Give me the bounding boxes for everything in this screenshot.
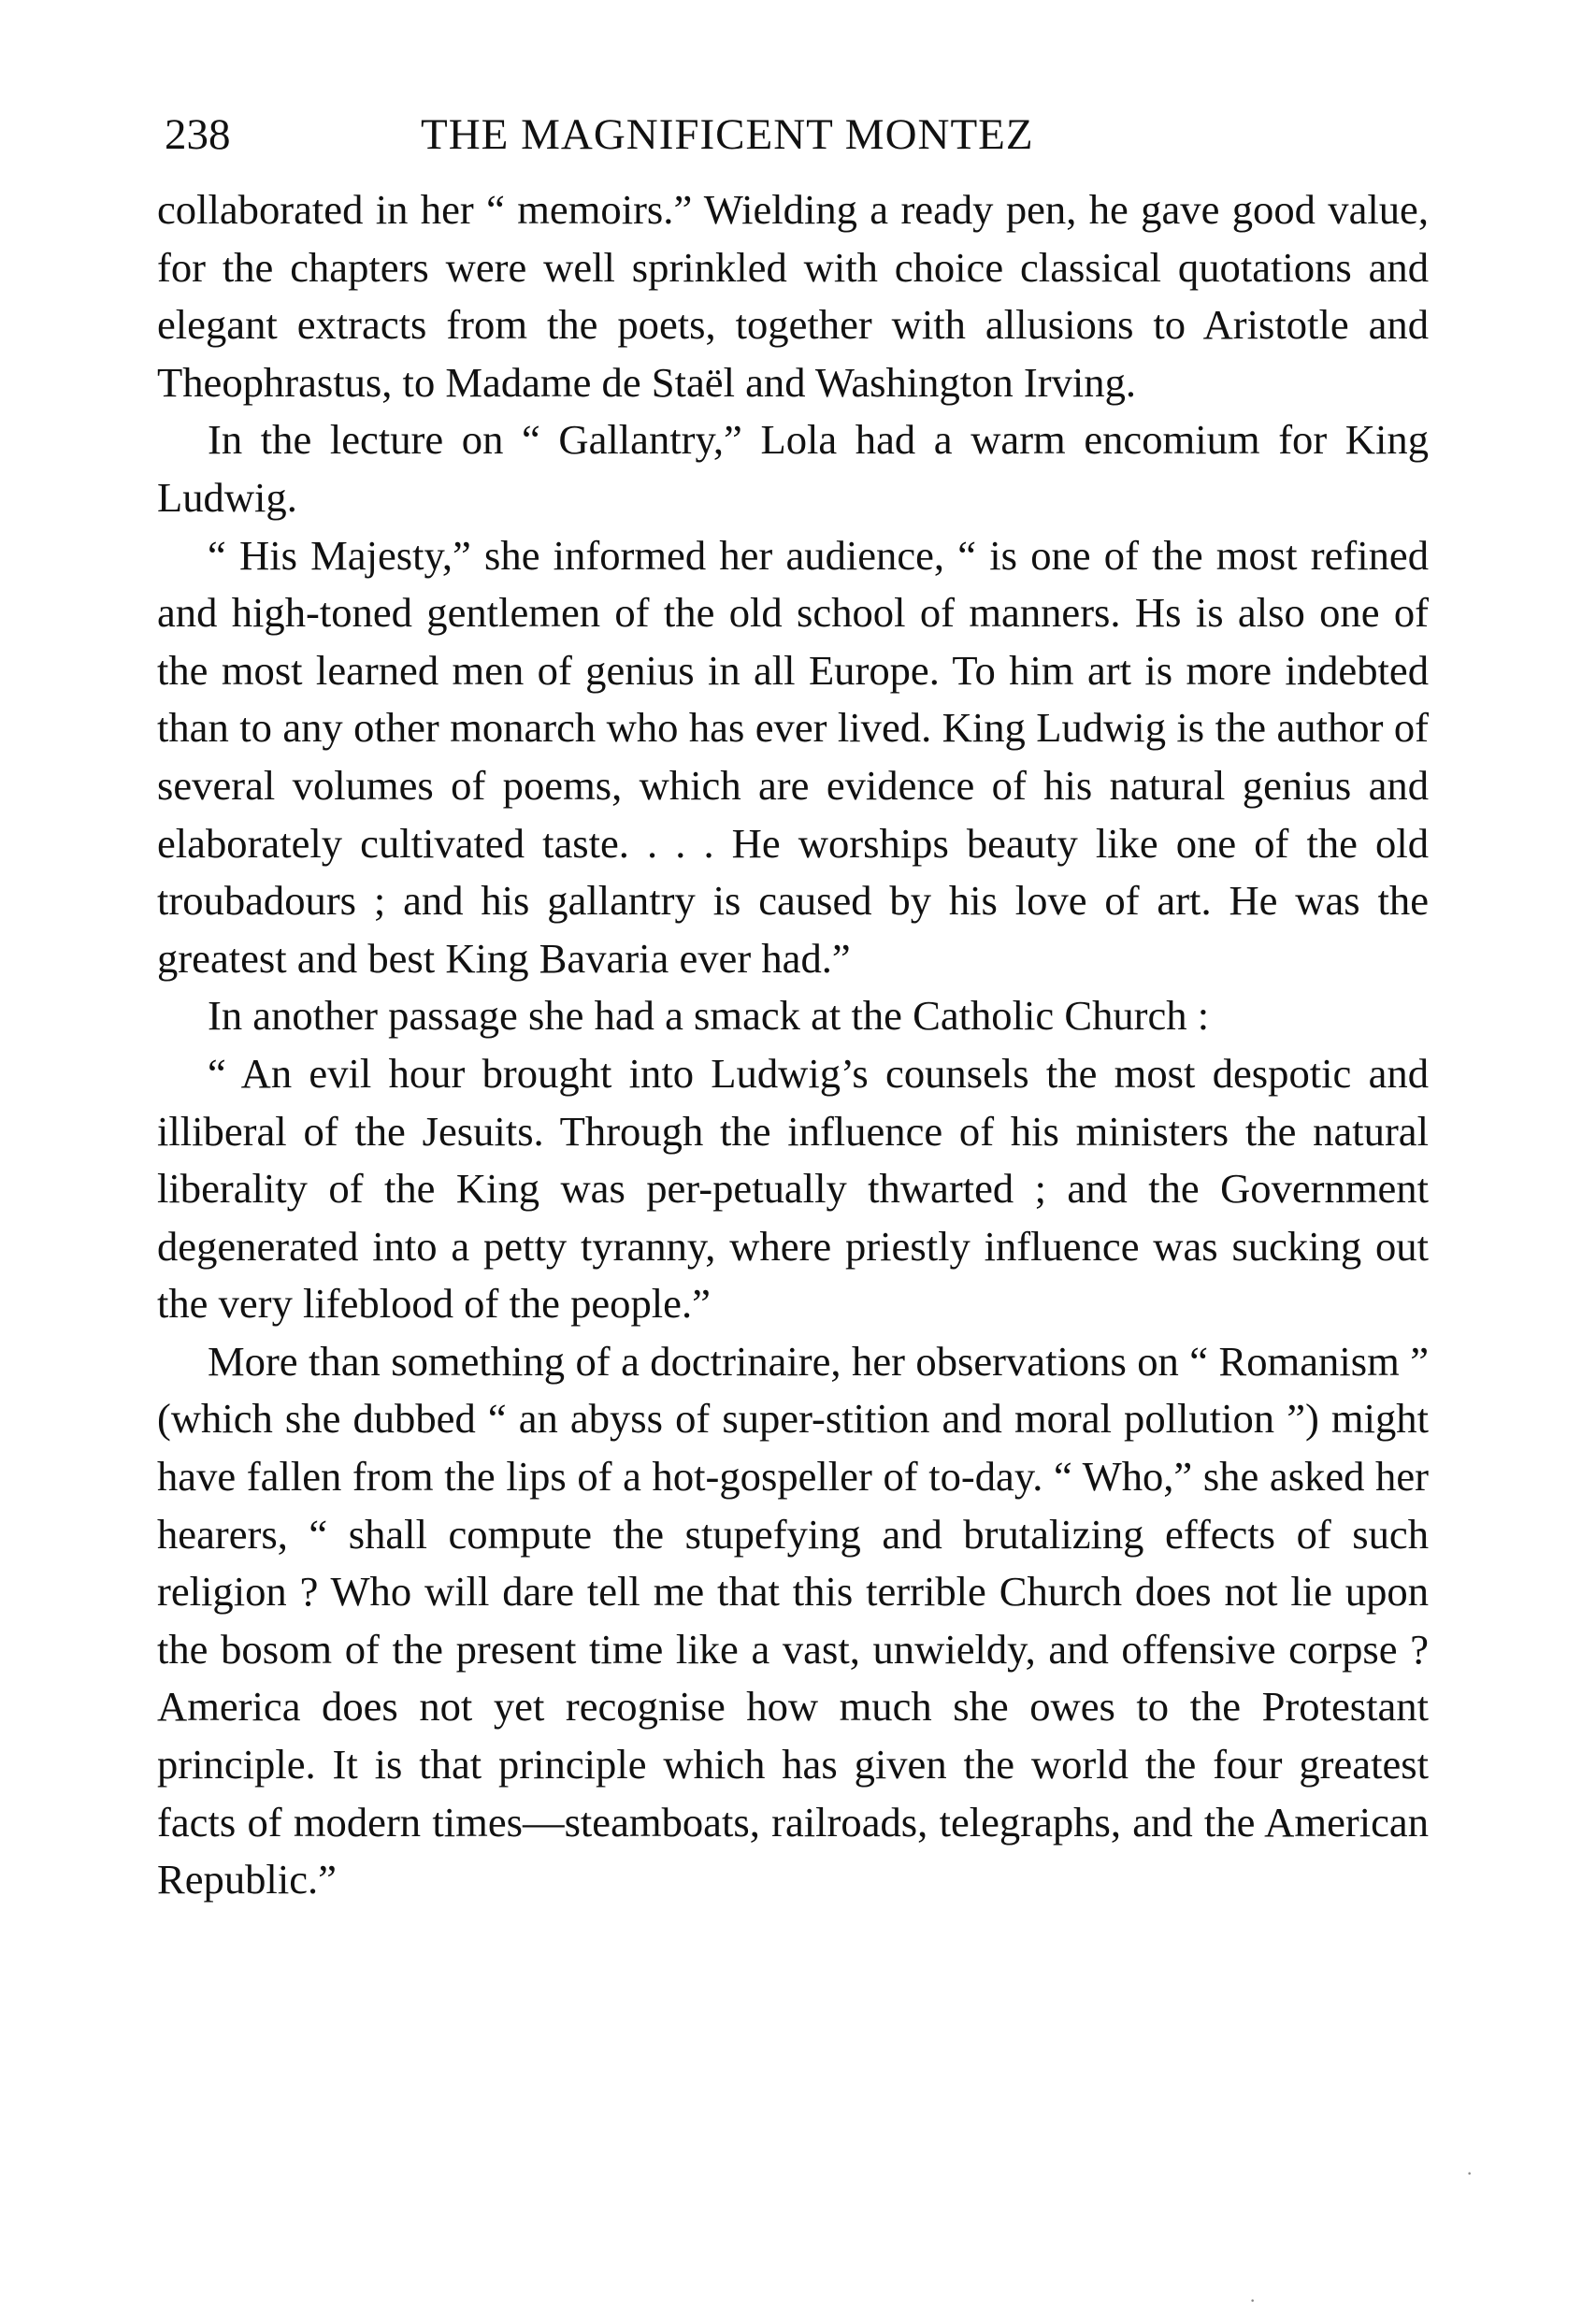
body-text: [157, 181, 1429, 1909]
paragraph-1: collaborated in her “ memoirs.” Wielding a ready pen, he gave good value, for the chapters were well sprinkled with choice classical quotations and elegant extracts from the poets, together with allusions to Aristotle and Theophrastus, to Madame de Staël and Washington Irving.: [157, 186, 1429, 406]
paragraph-4: In another passage she had a smack at the Catholic Church :: [208, 992, 1210, 1040]
paragraph-3: “ His Majesty,” she informed her audience, “ is one of the most refined and high-toned gentlemen of the old school of manners. Hs is also one of the most learned men of genius in all Europe. To him art is more indebted than to any other monarch who has ever lived. King Ludwig is the author of several volumes of poems, which are evidence of his natural genius and elaborately cultivated taste. . . . He worships beauty like one of the old troubadours ; and his gallantry is caused by his love of art. He was the greatest and best King Bavaria ever had.”: [157, 531, 1429, 982]
page-number: 238: [165, 110, 231, 159]
paragraph-5: “ An evil hour brought into Ludwig’s counsels the most despotic and illiberal of the Jesuits. Through the influence of his ministers the natural liberality of the King was per-petually thwarted ; and the Government degenerated into a petty tyranny, where priestly influence was sucking out the very lifeblood of the people.”: [157, 1049, 1429, 1328]
running-title: THE MAGNIFICENT MONTEZ: [421, 110, 1034, 159]
scan-speck: ·: [1249, 2289, 1257, 2312]
paragraph-2: In the lecture on “ Gallantry,” Lola had a warm encomium for King Ludwig.: [157, 416, 1429, 521]
book-page: [157, 101, 1429, 1909]
paragraph-6: More than something of a doctrinaire, her observations on “ Romanism ” (which she dubbed “ an abyss of super-stition and moral pollution ”) might have fallen from the lips of a hot-gospeller of to-day. “ Who,” she asked her hearers, “ shall compute the stupefying and brutalizing effects of such religion ? Who will dare tell me that this terrible Church does not lie upon the bosom of the present time like a vast, unwieldy, and offensive corpse ? America does not yet recognise how much she owes to the Protestant principle. It is that principle which has given the world the four greatest facts of modern times—steamboats, railroads, telegraphs, and the American Republic.”: [157, 1337, 1429, 1904]
scan-speck: ·: [1466, 2162, 1474, 2185]
running-head: [157, 101, 1429, 168]
